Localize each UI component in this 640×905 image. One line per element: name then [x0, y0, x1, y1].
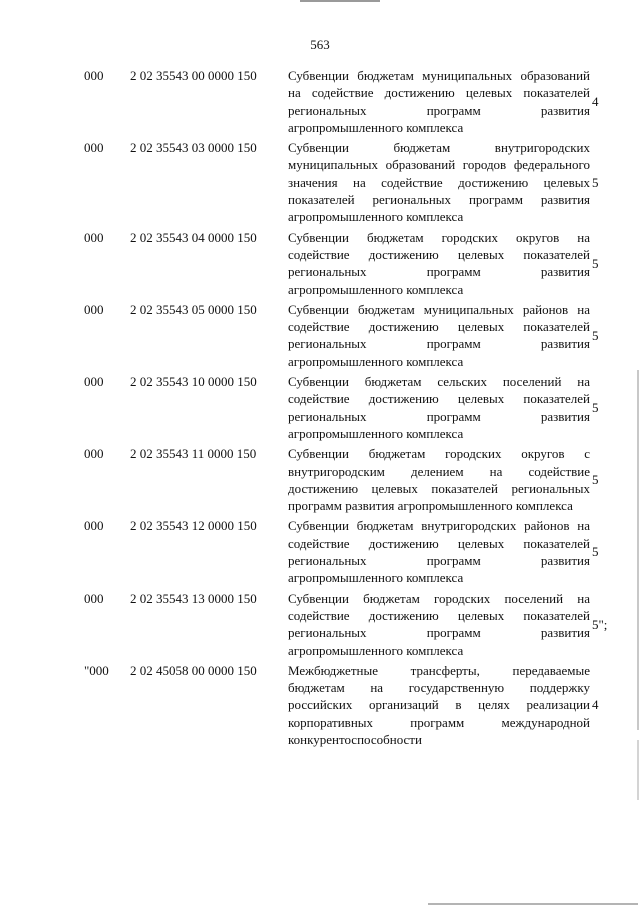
row-value: 4	[592, 93, 599, 109]
table-row	[0, 445, 640, 514]
row-description: Субвенции бюджетам муниципальных образований на содействие достижению целевых показателей региональных программ развития агропромышленного комплекса	[288, 68, 590, 135]
admin-code: 000	[84, 374, 104, 390]
row-description: Субвенции бюджетам городских округов на содействие достижению целевых показателей региональных программ развития агропромышленного комплекса	[288, 229, 590, 297]
row-description: Субвенции бюджетам внутригородских муниципальных образований городов федерального значения на содействие достижению целевых показателей региональных программ развития агропромышленного комплекса	[288, 140, 590, 225]
row-description: Субвенции бюджетам сельских поселений на содействие достижению целевых показателей региональных программ развития агропромышленного комплекса	[288, 374, 590, 441]
admin-code: 000	[84, 446, 104, 462]
admin-code: 000	[84, 68, 104, 83]
page-number: 563	[310, 37, 330, 52]
budget-code: 2 02 35543 10 0000 150	[130, 374, 257, 390]
table-row	[0, 662, 640, 748]
row-value: 5	[592, 399, 599, 415]
row-value: 5	[592, 255, 599, 271]
admin-code: 000	[84, 301, 104, 317]
admin-code: 000	[84, 590, 104, 606]
row-description: Межбюджетные трансферты, передаваемые бюджетам на государственную поддержку российских организаций в целях реализации корпоративных программ международной конкурентоспособности	[288, 662, 590, 747]
row-description: Субвенции бюджетам внутригородских районов на содействие достижению целевых показателей региональных программ развития агропромышленного комплекса	[288, 518, 590, 586]
budget-code: 2 02 35543 00 0000 150	[130, 68, 257, 83]
budget-code: 2 02 35543 05 0000 150	[130, 301, 257, 317]
budget-code: 2 02 35543 13 0000 150	[130, 590, 257, 606]
row-description: Субвенции бюджетам муниципальных районов на содействие достижению целевых показателей региональных программ развития агропромышленного комплекса	[288, 301, 590, 369]
budget-code: 2 02 35543 03 0000 150	[130, 140, 257, 156]
row-description: Субвенции бюджетам городских округов с внутригородским делением на содействие достижению целевых показателей региональных программ развития агропромышленного комплекса	[288, 446, 590, 514]
table-row	[0, 139, 640, 225]
table-row	[0, 67, 640, 136]
row-value: 4	[592, 697, 599, 713]
budget-code: 2 02 35543 04 0000 150	[130, 229, 257, 245]
table-row	[0, 301, 640, 370]
budget-code: 2 02 35543 12 0000 150	[130, 518, 257, 534]
row-value: 5	[592, 174, 599, 190]
admin-code: 000	[84, 140, 104, 156]
row-value: 5	[592, 544, 599, 560]
budget-code: 2 02 35543 11 0000 150	[130, 446, 257, 462]
table-row	[0, 590, 640, 659]
row-value: 5	[592, 327, 599, 343]
table-row	[0, 373, 640, 442]
table-row	[0, 229, 640, 298]
table-row	[0, 517, 640, 586]
row-value: 5	[592, 472, 599, 488]
row-description: Субвенции бюджетам городских поселений на содействие достижению целевых показателей региональных программ развития агропромышленного комплекса	[288, 590, 590, 658]
classification-table	[0, 67, 640, 751]
scan-edge-top	[300, 0, 380, 2]
budget-code: 2 02 45058 00 0000 150	[130, 662, 257, 678]
admin-code: 000	[84, 229, 104, 245]
admin-code: "000	[84, 662, 109, 678]
admin-code: 000	[84, 518, 104, 534]
row-value: 5";	[592, 616, 608, 632]
